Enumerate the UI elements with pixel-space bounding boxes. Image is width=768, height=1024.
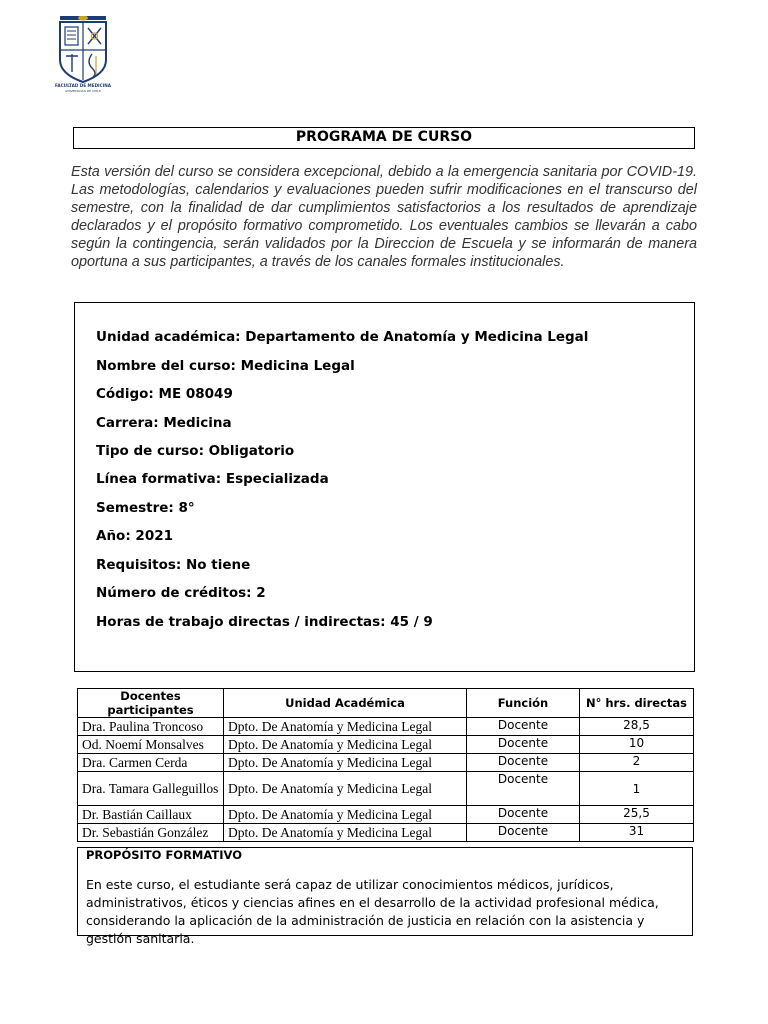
teacher-role: Docente bbox=[467, 736, 580, 754]
teacher-hours: 2 bbox=[580, 754, 694, 772]
teacher-role: Docente bbox=[467, 824, 580, 842]
teacher-name: Od. Noemí Monsalves bbox=[78, 736, 224, 754]
teacher-hours: 10 bbox=[580, 736, 694, 754]
teacher-unit: Dpto. De Anatomía y Medicina Legal bbox=[224, 736, 467, 754]
info-year: Año: 2021 bbox=[96, 528, 174, 544]
header-hours: N° hrs. directas bbox=[580, 689, 694, 718]
teacher-hours: 25,5 bbox=[580, 806, 694, 824]
purpose-box bbox=[77, 847, 693, 946]
course-info-box bbox=[74, 302, 695, 672]
faculty-logo-caption bbox=[52, 82, 114, 94]
table-row bbox=[78, 824, 694, 842]
info-requirements: Requisitos: No tiene bbox=[96, 557, 251, 573]
faculty-logo bbox=[52, 16, 114, 96]
teacher-hours: 1 bbox=[580, 772, 694, 806]
table-row bbox=[78, 754, 694, 772]
header-role: Función bbox=[467, 689, 580, 718]
info-code: Código: ME 08049 bbox=[96, 386, 233, 402]
teacher-unit: Dpto. De Anatomía y Medicina Legal bbox=[224, 754, 467, 772]
staff-table bbox=[77, 688, 694, 842]
teacher-name: Dr. Bastián Caillaux bbox=[78, 806, 224, 824]
info-course-name: Nombre del curso: Medicina Legal bbox=[96, 358, 355, 374]
teacher-unit: Dpto. De Anatomía y Medicina Legal bbox=[224, 824, 467, 842]
info-career: Carrera: Medicina bbox=[96, 415, 232, 431]
teacher-hours: 31 bbox=[580, 824, 694, 842]
teacher-role: Docente bbox=[467, 718, 580, 736]
document-title: PROGRAMA DE CURSO bbox=[73, 127, 695, 149]
table-row bbox=[78, 772, 694, 806]
purpose-title: PROPÓSITO FORMATIVO bbox=[86, 848, 242, 862]
info-semester: Semestre: 8° bbox=[96, 500, 195, 516]
covid-notice: Esta versión del curso se considera excepcional, debido a la emergencia sanitaria por COVID-19. Las metodologías, calendarios y evaluaciones pueden sufrir modificaciones en el transcurso del semestre, con la finalidad de dar cumplimientos satisfactorios a los resultados de aprendizaje declarados y el propósito formativo comprometido. Los eventuales cambios se llevarán a cabo según la contingencia, serán validados por la Direccion de Escuela y se informarán de manera oportuna a sus participantes, a través de los canales formales institucionales. bbox=[71, 164, 697, 270]
info-academic-unit: Unidad académica: Departamento de Anatomía y Medicina Legal bbox=[96, 329, 589, 345]
staff-table-header bbox=[78, 689, 694, 718]
logo-line1: FACULTAD DE MEDICINA bbox=[54, 83, 112, 88]
teacher-role: Docente bbox=[467, 806, 580, 824]
teacher-name: Dr. Sebastián González bbox=[78, 824, 224, 842]
teacher-unit: Dpto. De Anatomía y Medicina Legal bbox=[224, 806, 467, 824]
info-hours: Horas de trabajo directas / indirectas: 45 / 9 bbox=[96, 614, 433, 630]
header-unit: Unidad Académica bbox=[224, 689, 467, 718]
teacher-name: Dra. Carmen Cerda bbox=[78, 754, 224, 772]
teacher-role: Docente bbox=[467, 754, 580, 772]
teacher-role: Docente bbox=[467, 772, 580, 806]
teacher-unit: Dpto. De Anatomía y Medicina Legal bbox=[224, 772, 467, 806]
purpose-text: En este curso, el estudiante será capaz de utilizar conocimientos médicos, jurídicos, administrativos, éticos y ciencias afines en el desarrollo de la actividad profesional médica, considerando la aplicación de la administración de justicia en relación con la asistencia y gestión sanitaria. bbox=[86, 877, 659, 946]
info-course-type: Tipo de curso: Obligatorio bbox=[96, 443, 295, 459]
teacher-hours: 28,5 bbox=[580, 718, 694, 736]
info-formative-line: Línea formativa: Especializada bbox=[96, 471, 329, 487]
teacher-name: Dra. Paulina Troncoso bbox=[78, 718, 224, 736]
logo-line2: UNIVERSIDAD DE CHILE bbox=[65, 89, 101, 93]
table-row bbox=[78, 718, 694, 736]
info-credits: Número de créditos: 2 bbox=[96, 585, 266, 601]
header-teachers: Docentes participantes bbox=[78, 689, 224, 718]
table-row bbox=[78, 806, 694, 824]
teacher-unit: Dpto. De Anatomía y Medicina Legal bbox=[224, 718, 467, 736]
table-row bbox=[78, 736, 694, 754]
teacher-name: Dra. Tamara Galleguillos bbox=[78, 772, 224, 806]
